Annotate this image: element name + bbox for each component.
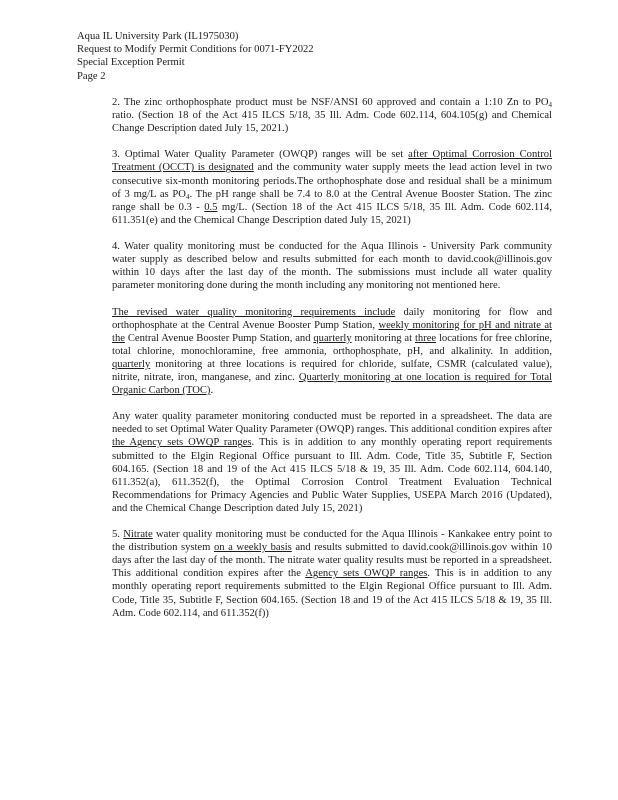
text-run: and results submitted to david.cook@illinois.gov within 10 days after the last day of the month. The nitrate water quality results must be reported in a spreadsheet. This additional condition expires after the — [112, 542, 552, 580]
text-run: monitoring at — [351, 332, 415, 344]
header-request-title: Request to Modify Permit Conditions for 0071-FY2022 — [77, 44, 314, 56]
text-run: Any water quality parameter monitoring conducted must be reported in a spreadsheet. The data are needed to set Optimal Water Quality Parameter (OWQP) ranges. This additional condition expires after — [112, 411, 552, 436]
text-run: mg/L. (Section 18 of the Act 415 ILCS 5/18, 35 Ill. Adm. Code 602.114, 611.351(e) and the Chemical Change Description dated July 15, 2021) — [112, 201, 553, 226]
condition-2-paragraph — [112, 96, 552, 135]
header-system-name: Aqua IL University Park (IL1975030) — [77, 31, 239, 42]
text-run: Central Avenue Booster Pump Station, and — [124, 332, 314, 344]
underlined-text: the Agency sets OWQP ranges — [112, 437, 252, 449]
page-header — [77, 30, 314, 83]
subscript: 4 — [548, 101, 552, 109]
underlined-text: quarterly — [112, 358, 151, 370]
underlined-text: The revised water quality monitoring requirements include — [112, 306, 396, 318]
condition-4-paragraph — [112, 240, 552, 292]
underlined-text: 0.5 — [204, 201, 218, 213]
underlined-text: weekly monitoring for pH and nitrate at the — [112, 319, 552, 344]
underlined-text: Quarterly monitoring at one location is required for Total Organic Carbon (TOC) — [112, 371, 553, 397]
underlined-text: quarterly — [313, 332, 352, 344]
underlined-text: on a weekly basis — [213, 542, 292, 554]
text-run: . The pH range shall be 7.4 to 8.0 at the Central Avenue Booster Station. The zinc range shall be 0.3 - — [112, 188, 552, 213]
text-run: water quality monitoring must be conducted for the Aqua Illinois - Kankakee entry point to the distribution system — [112, 529, 552, 554]
document-body — [112, 96, 552, 633]
text-run: 4. Water quality monitoring must be conducted for the Aqua Illinois - University Park community water supply as described below and results submitted for each month to david.cook@illinois.gov within 10 days after the last day of the month. The submissions must include all water quality parameter monitoring done during the month including any monitoring not mentioned here. — [112, 241, 552, 292]
text-run: ratio. (Section 18 of the Act 415 ILCS 5/18, 35 Ill. Adm. Code 602.114, 604.105(g) and Chemical Change Description dated July 15, 2021.) — [112, 110, 552, 135]
condition-5-paragraph — [112, 528, 552, 620]
text-run: 3. Optimal Water Quality Parameter (OWQP) ranges will be set — [112, 149, 409, 161]
underlined-text: Agency sets OWQP ranges — [305, 568, 428, 580]
text-run: . This is in addition to any monthly operating report requirements submitted to the Elgin Regional Office pursuant to Ill. Adm. Code, Title 35, Subtitle F, Section 604.165. (Section 18 and 19 of the Act 415 ILCS 5/18 & 19, 35 Ill. Adm. Code 602.114, and 611.352(f)) — [112, 568, 552, 619]
condition-3-paragraph — [112, 148, 552, 227]
subscript: 4 — [185, 192, 190, 201]
header-permit-type: Special Exception Permit — [77, 57, 185, 69]
underlined-text: Nitrate — [123, 529, 153, 541]
text-run: 5. — [112, 529, 124, 541]
header-page-number: Page 2 — [77, 70, 106, 82]
monitoring-requirements-paragraph — [112, 306, 552, 398]
underlined-text: three — [414, 332, 437, 344]
text-run: daily monitoring for flow and orthophosphate at the Central Avenue Booster Pump Station, — [112, 306, 552, 331]
text-run: and the community water supply meets the lead action level in two consecutive six-month monitoring periods.The orthophosphate dose and residual shall be a minimum of 3 mg/L as PO — [112, 162, 552, 200]
reporting-paragraph — [112, 410, 552, 515]
text-run: locations for free chlorine, total chlorine, monochloramine, free ammonia, orthophosphate, pH, and alkalinity. In addition, — [112, 332, 552, 357]
text-run: monitoring at three locations is required for chloride, sulfate, CSMR (calculated value), nitrite, nitrate, iron, manganese, and zinc. — [112, 358, 552, 383]
text-run: 2. The zinc orthophosphate product must be NSF/ANSI 60 approved and contain a 1:10 Zn to PO — [112, 97, 549, 108]
text-run: . — [210, 385, 214, 397]
underlined-text: after Optimal Corrosion Control Treatment (OCCT) is designated — [112, 149, 552, 174]
text-run: . This is in addition to any monthly operating report requirements submitted to the Elgin Regional Office pursuant to Ill. Adm. Code, Title 35, Subtitle F, Section 604.165. (Section 18 and 19 of the Act 415 ILCS 5/18 & 19, 35 Ill. Adm. Code 602.114, 604.140, 611.352(a), 611.352(f), the Optimal Corrosion Control Treatment Evaluation Technical Recommendations for Primacy Agencies and Public Water Supplies, USEPA March 2016 (Updated), and the Chemical Change Description dated July 15, 2021) — [112, 437, 552, 514]
